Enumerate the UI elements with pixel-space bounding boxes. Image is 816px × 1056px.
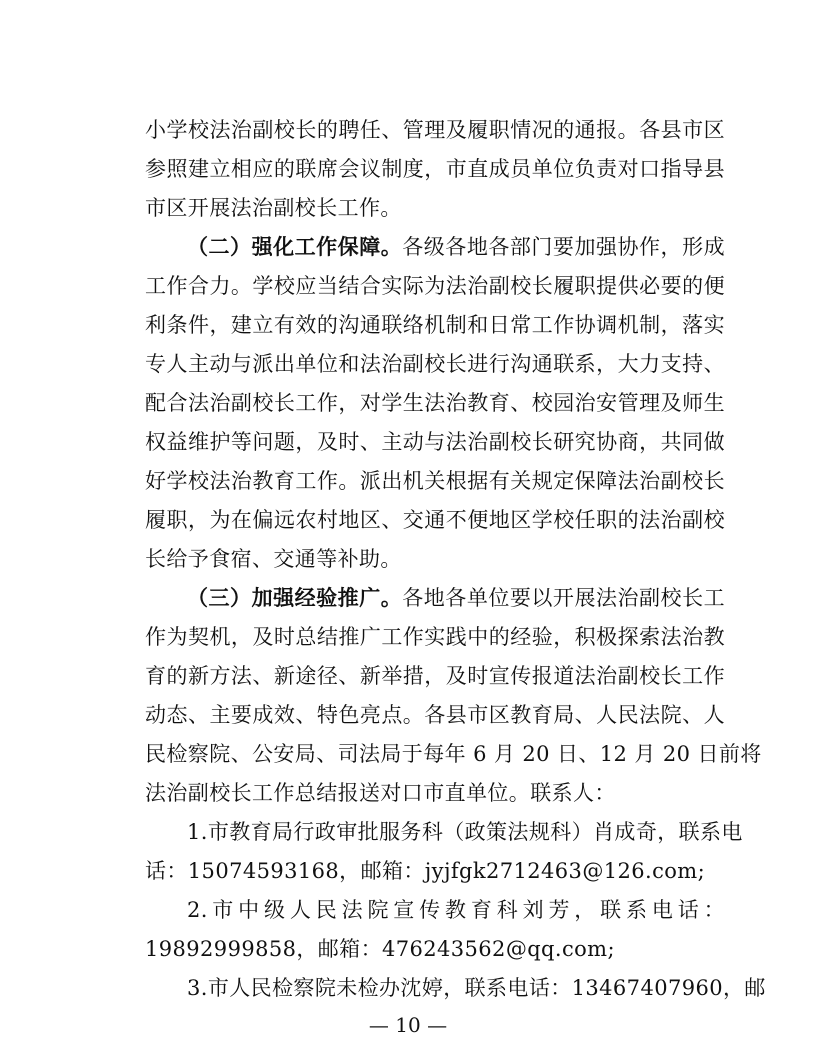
contact-line: 3.市人民检察院未检办沈婷，联系电话：13467407960，邮 (187, 976, 766, 1000)
page-number: — 10 — (368, 1013, 448, 1037)
text-line: 动态、主要成效、特色亮点。各县市区教育局、人民法院、人 (145, 703, 725, 727)
contact-line: 2.市中级人民法院宣传教育科刘芳，联系电话： (187, 898, 725, 922)
section-heading-line (187, 582, 725, 614)
text-line: 民检察院、公安局、司法局于每年 6 月 20 日、12 月 20 日前将 (145, 742, 762, 766)
text-line: 利条件，建立有效的沟通联络机制和日常工作协调机制，落实 (145, 313, 725, 337)
text-line: 法治副校长工作总结报送对口市直单位。联系人： (145, 781, 616, 805)
text-line: 各级各地各部门要加强协作，形成 (402, 235, 725, 259)
section-heading: （二）强化工作保障。 (187, 234, 403, 259)
text-line: 育的新方法、新途径、新举措，及时宣传报道法治副校长工作 (145, 664, 725, 688)
text-line: 工作合力。学校应当结合实际为法治副校长履职提供必要的便 (145, 274, 725, 298)
section-heading: （三）加强经验推广。 (187, 585, 403, 610)
text-line: 市区开展法治副校长工作。 (145, 196, 402, 220)
text-line: 好学校法治教育工作。派出机关根据有关规定保障法治副校长 (145, 469, 725, 493)
section-heading-line (187, 231, 725, 263)
contact-line: 话：15074593168，邮箱：jyjfgk2712463@126.com; (145, 859, 706, 883)
text-line: 参照建立相应的联席会议制度，市直成员单位负责对口指导县 (145, 157, 725, 181)
text-line: 小学校法治副校长的聘任、管理及履职情况的通报。各县市区 (145, 118, 725, 142)
text-line: 权益维护等问题，及时、主动与法治副校长研究协商，共同做 (145, 430, 725, 454)
text-line: 履职，为在偏远农村地区、交通不便地区学校任职的法治副校 (145, 508, 725, 532)
text-line: 配合法治副校长工作，对学生法治教育、校园治安管理及师生 (145, 391, 725, 415)
text-line: 长给予食宿、交通等补助。 (145, 547, 402, 571)
text-line: 专人主动与派出单位和法治副校长进行沟通联系，大力支持、 (145, 352, 725, 376)
contact-line: 1.市教育局行政审批服务科（政策法规科）肖成奇，联系电 (187, 820, 743, 844)
text-line: 作为契机，及时总结推广工作实践中的经验，积极探索法治教 (145, 625, 725, 649)
contact-line: 19892999858，邮箱：476243562@qq.com; (145, 937, 615, 961)
text-line: 各地各单位要以开展法治副校长工 (402, 586, 725, 610)
